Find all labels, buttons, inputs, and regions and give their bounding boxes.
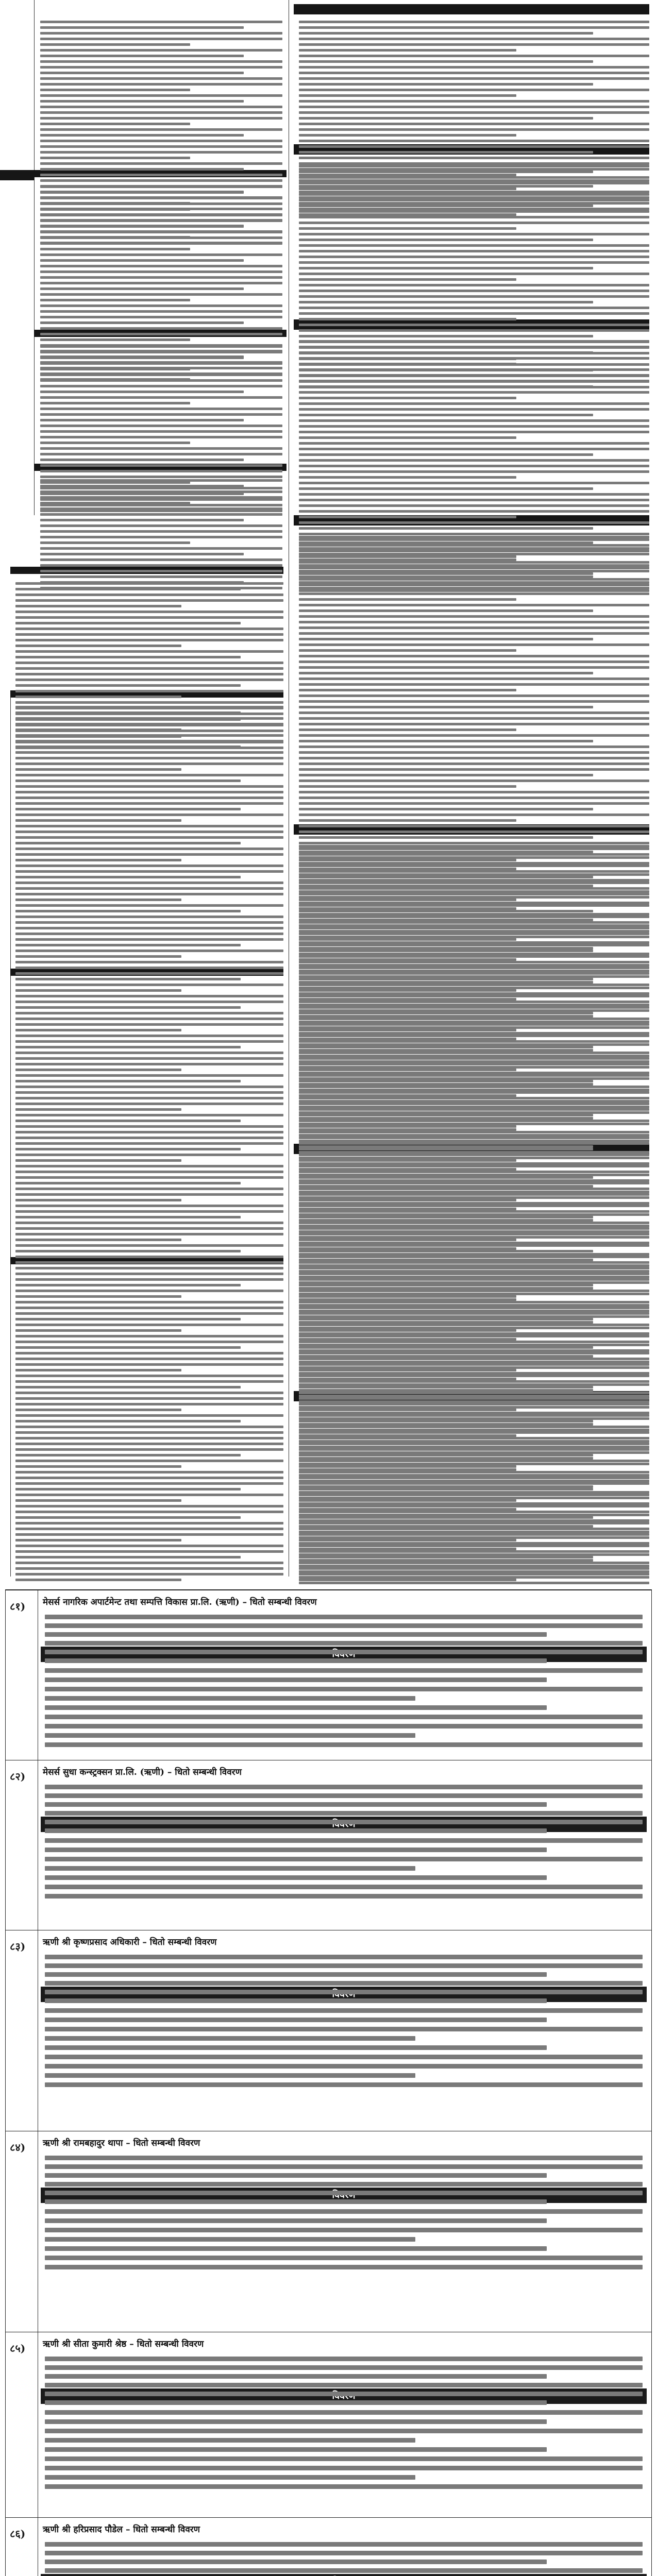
row-text-block — [45, 1955, 643, 2007]
row-text-block — [45, 1615, 643, 1667]
row-text-block — [45, 1785, 643, 1837]
row-number: ८१) — [10, 1600, 26, 1613]
row-number: ८६) — [10, 2528, 26, 2540]
row-number: ८३) — [10, 1940, 26, 1953]
row-heading: ऋणी श्री रामबहादुर थापा – धितो सम्बन्धी विवरण — [43, 2138, 200, 2148]
row-detail-block — [45, 1838, 643, 1903]
row-text-block — [45, 2542, 643, 2576]
row-heading: मेसर्स सुधा कन्स्ट्रक्सन प्रा.लि. (ऋणी) – धितो सम्बन्धी विवरण — [43, 1767, 242, 1777]
row-number: ८२) — [10, 1770, 26, 1783]
row-detail-block — [45, 1668, 643, 1752]
row-separator — [6, 2517, 651, 2518]
detail-section — [5, 1589, 652, 2576]
row-detail-block — [45, 2008, 643, 2092]
row-number: ८४) — [10, 2141, 26, 2154]
row-detail-block — [45, 2209, 643, 2274]
row-detail-block — [45, 2410, 643, 2494]
row-heading: मेसर्स नागरिक अपार्टमेन्ट तथा सम्पत्ति विकास प्रा.लि. (ऋणी) – धितो सम्बन्धी विवरण — [43, 1597, 317, 1607]
column-header-bar — [294, 4, 649, 14]
row-text-block — [45, 2357, 643, 2409]
row-heading: ऋणी श्री कृष्णप्रसाद अधिकारी – धितो सम्बन्धी विवरण — [43, 1937, 217, 1947]
row-heading: ऋणी श्री सीता कुमारी श्रेष्ठ – धितो सम्बन्धी विवरण — [43, 2339, 204, 2349]
row-number: ८५) — [10, 2342, 26, 2354]
row-text-block — [45, 2156, 643, 2208]
row-heading: ऋणी श्री हरिप्रसाद पौडेल – धितो सम्बन्धी विवरण — [43, 2524, 200, 2535]
column-header-bar — [0, 170, 34, 180]
